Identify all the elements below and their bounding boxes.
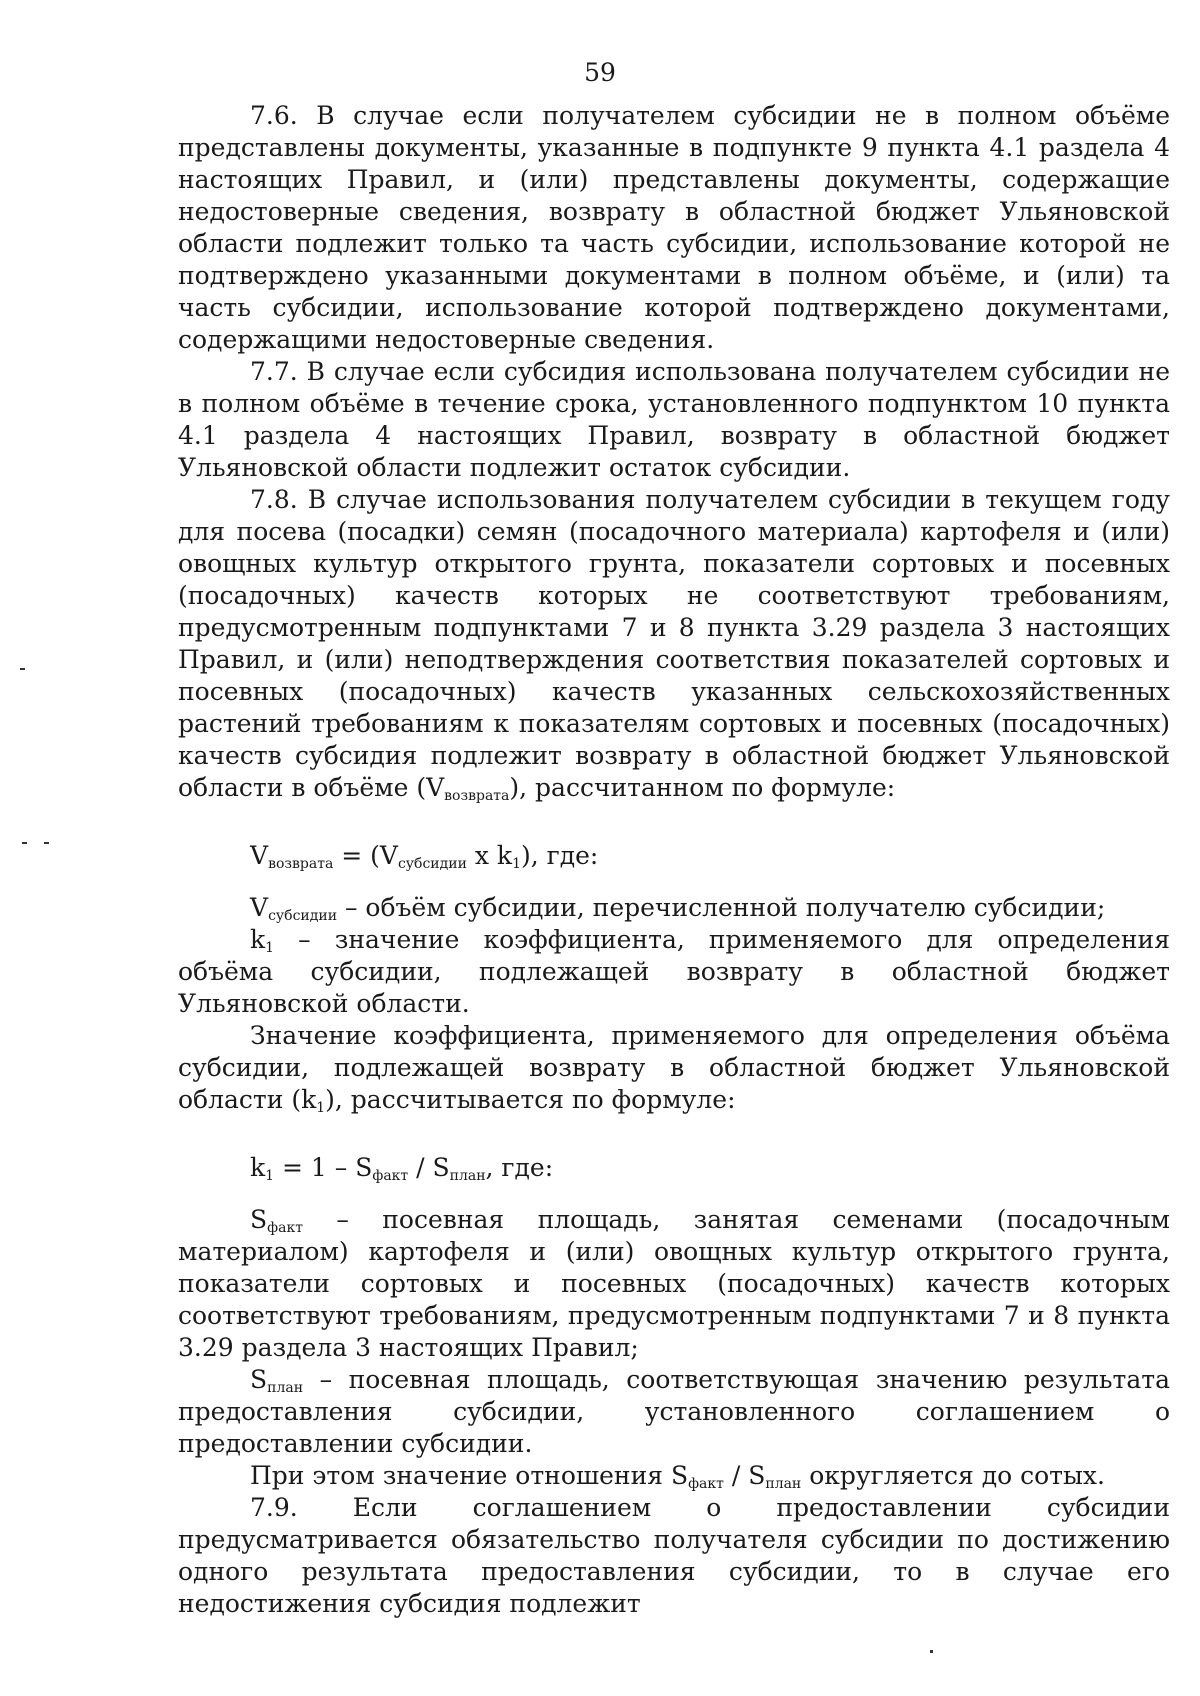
scan-speck — [20, 668, 25, 670]
paragraph-7-6: 7.6. В случае если получателем субсидии не в полном объёме представлены документы, указанные в подпункте 9 пункта 4.1 раздела 4 настоящих Правил, и (или) представлены документы, содержащие недостоверные сведения, возврату в областной бюджет Ульяновской области подлежит только та часть субсидии, использование которой не подтверждено указанными документами в полном объёме, и (или) та часть субсидии, использование которой подтверждено документами, содержащими недостоверные сведения. — [178, 101, 1170, 354]
scan-speck — [22, 842, 27, 844]
paragraph-7-8: 7.8. В случае использования получателем субсидии в текущем году для посева (посадки) семян (посадочного материала) картофеля и (или) овощных культур открытого грунта, показатели сортовых и посевных (посадочных) качеств которых не соответствуют требованиям, предусмотренным подпунктами 7 и 8 пункта 3.29 раздела 3 настоящих Правил, и (или) неподтверждения соответствия показателей сортовых и посевных (посадочных) качеств указанных сельскохозяйственных растений требованиям к показателям сортовых и посевных (посадочных) качеств субсидия подлежит возврату в областной бюджет Ульяновской области в объёме $(V_{возврата})$, рассчитанном по формуле: — [178, 485, 1170, 804]
paragraph-k1-intro: Значение коэффициента, применяемого для определения объёма субсидии, подлежащей возврату в областной бюджет Ульяновской области $(k_1)$, рассчитывается по формуле: — [178, 1021, 1170, 1116]
document-body — [178, 100, 1170, 1620]
definition-s-fakt: $S_{факт}$ – посевная площадь, занятая семенами (посадочным материалом) картофеля и (или) овощных культур открытого грунта, показатели сортовых и посевных (посадочных) качеств которых соответствуют требованиям, предусмотренным подпунктами 7 и 8 пункта 3.29 раздела 3 настоящих Правил; — [178, 1205, 1170, 1362]
scan-speck — [930, 1650, 933, 1653]
page-number: 59 — [584, 58, 616, 87]
definition-k1: $k_1$ – значение коэффициента, применяемого для определения объёма субсидии, подлежащей возврату в областной бюджет Ульяновской области. — [178, 925, 1170, 1018]
paragraph-7-9: 7.9. Если соглашением о предоставлении субсидии предусматривается обязательство получателя субсидии по достижению одного результата предоставления субсидии, то в случае его недостижения субсидия подлежит — [178, 1493, 1170, 1618]
paragraph-7-7: 7.7. В случае если субсидия использована получателем субсидии не в полном объёме в течение срока, установленного подпунктом 10 пункта 4.1 раздела 4 настоящих Правил, возврату в областной бюджет Ульяновской области подлежит остаток субсидии. — [178, 357, 1170, 482]
formula-k1: $k_1 = 1 - S_{факт} / S_{план}$, где: — [250, 1153, 554, 1184]
definition-v-subsidii: $V_{субсидии}$ – объём субсидии, перечисленной получателю субсидии; — [250, 893, 1106, 924]
formula-v-vozvrata: $V_{возврата} = (V_{субсидии}$ x $k_1$), где: — [250, 841, 599, 872]
paragraph-rounding: При этом значение отношения $S_{факт} / S_{план}$ округляется до сотых. — [250, 1461, 1105, 1492]
definition-s-plan: $S_{план}$ – посевная площадь, соответствующая значению результата предоставления субсидии, установленного соглашением о предоставлении субсидии. — [178, 1365, 1170, 1458]
scan-speck — [44, 842, 49, 844]
